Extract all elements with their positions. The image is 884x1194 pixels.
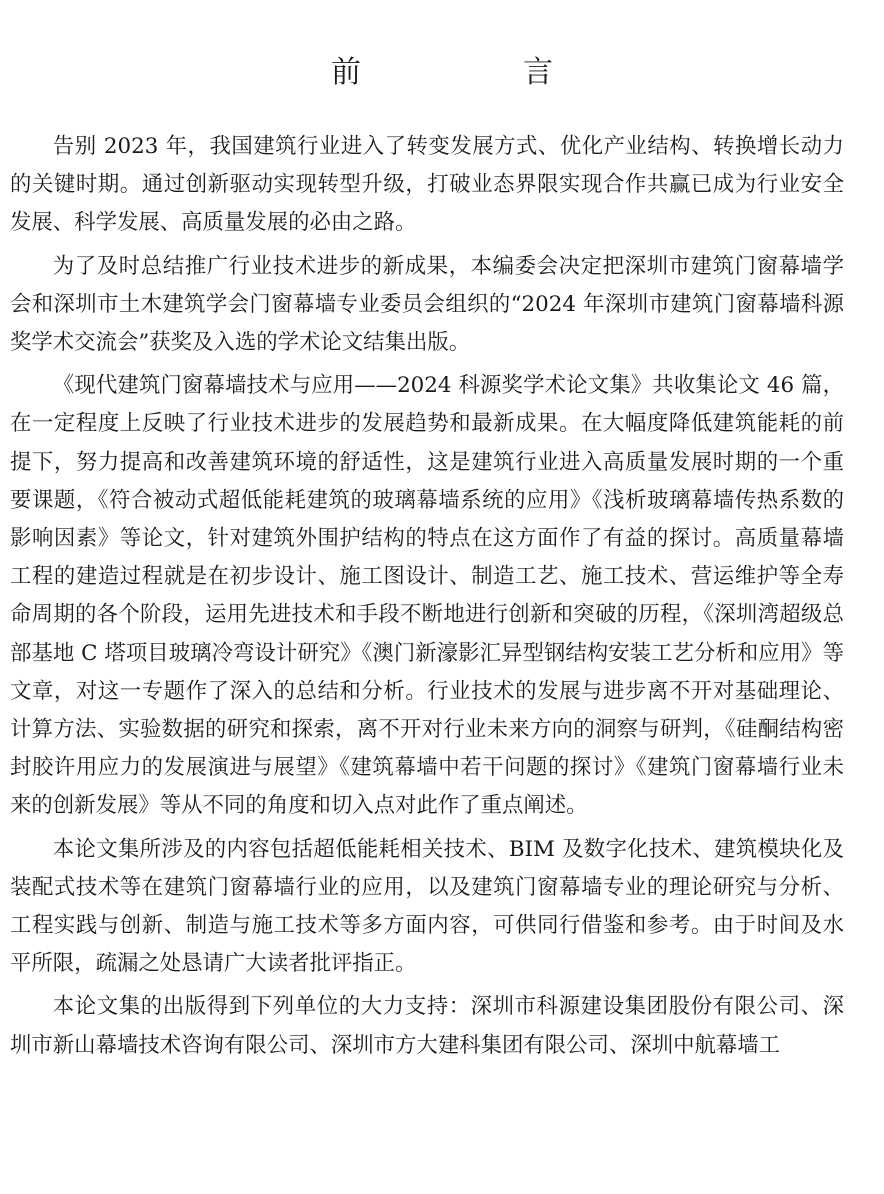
paragraph-4: 本论文集所涉及的内容包括超低能耗相关技术、BIM 及数字化技术、建筑模块化及装配式技术等在建筑门窗幕墙行业的应用，以及建筑门窗幕墙专业的理论研究与分析、工程实践与创新、制造与施工技术等多方面内容，可供同行借鉴和参考。由于时间及水平所限，疏漏之处恳请广大读者批评指正。 bbox=[10, 836, 844, 977]
paragraph-1: 告别 2023 年，我国建筑行业进入了转变发展方式、优化产业结构、转换增长动力的关键时期。通过创新驱动实现转型升级，打破业态界限实现合作共赢已成为行业安全发展、科学发展、高质量发展的必由之路。 bbox=[10, 134, 844, 236]
page-title: 前 言 bbox=[331, 55, 619, 91]
paragraph-3: 《现代建筑门窗幕墙技术与应用——2024 科源奖学术论文集》共收集论文 46 篇，在一定程度上反映了行业技术进步的发展趋势和最新成果。在大幅度降低建筑能耗的前提下，努力提高和改善建筑环境的舒适性，这是建筑行业进入高质量发展时期的一个重要课题，《符合被动式超低能耗建筑的玻璃幕墙系统的应用》《浅析玻璃幕墙传热系数的影响因素》等论文，针对建筑外围护结构的特点在这方面作了有益的探讨。高质量幕墙工程的建造过程就是在初步设计、施工图设计、制造工艺、施工技术、营运维护等全寿命周期的各个阶段，运用先进技术和手段不断地进行创新和突破的历程，《深圳湾超级总部基地 C 塔项目玻璃冷弯设计研究》《澳门新濠影汇异型钢结构安装工艺分析和应用》等文章，对这一专题作了深入的总结和分析。行业技术的发展与进步离不开对基础理论、计算方法、实验数据的研究和探索，离不开对行业未来方向的洞察与研判，《硅酮结构密封胶许用应力的发展演进与展望》《建筑幕墙中若干问题的探讨》《建筑门窗幕墙行业未来的创新发展》等从不同的角度和切入点对此作了重点阐述。 bbox=[10, 373, 844, 819]
paragraph-5: 本论文集的出版得到下列单位的大力支持：深圳市科源建设集团股份有限公司、深圳市新山幕墙技术咨询有限公司、深圳市方大建科集团有限公司、深圳中航幕墙工 bbox=[10, 994, 844, 1058]
paragraph-2: 为了及时总结推广行业技术进步的新成果，本编委会决定把深圳市建筑门窗幕墙学会和深圳市土木建筑学会门窗幕墙专业委员会组织的“2024 年深圳市建筑门窗幕墙科源奖学术交流会”获奖及入选的学术论文结集出版。 bbox=[10, 253, 844, 356]
preface-body bbox=[10, 128, 844, 1065]
